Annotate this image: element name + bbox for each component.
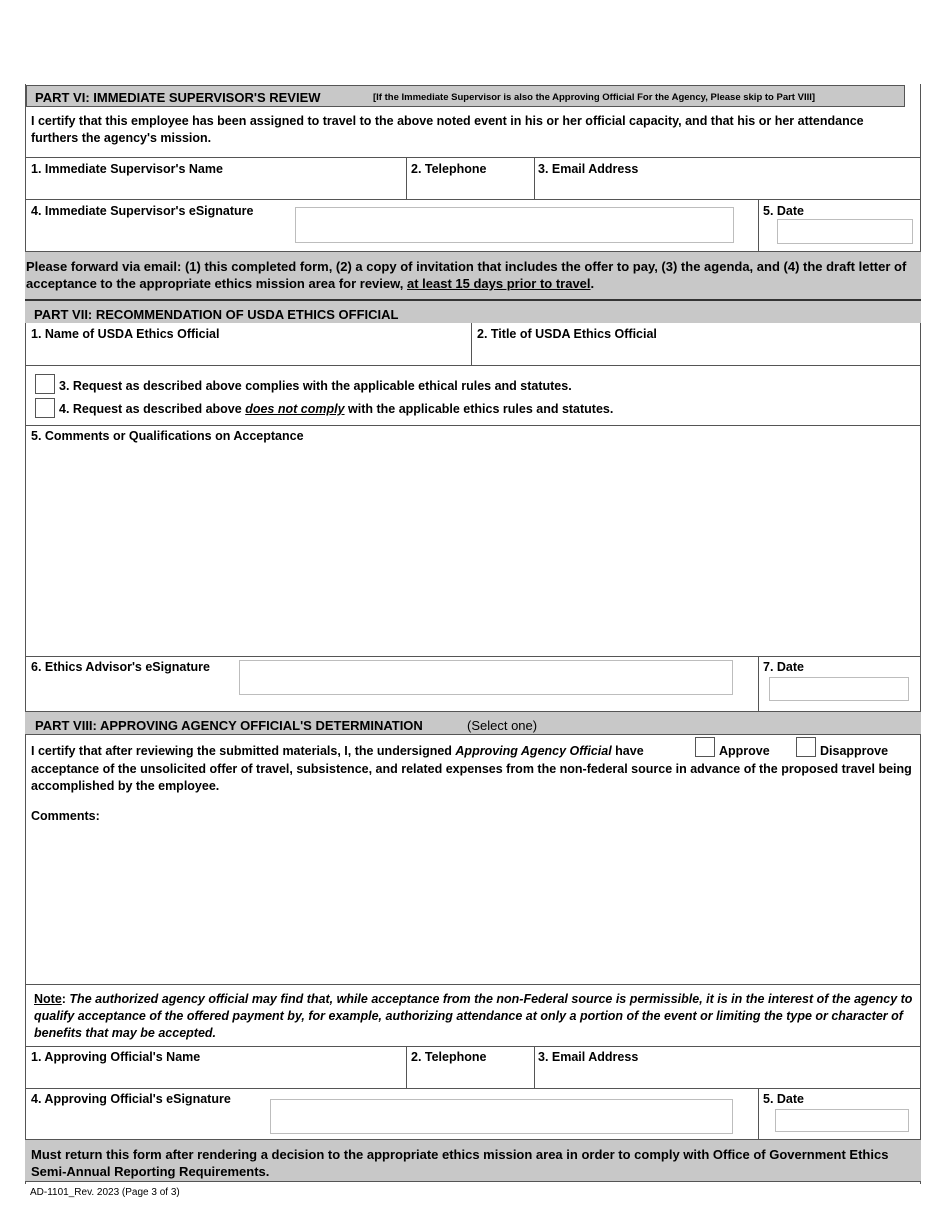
approving-telephone-label: 2. Telephone: [411, 1050, 487, 1064]
supervisor-email-label: 3. Email Address: [538, 162, 639, 176]
not-comply-label: [59, 402, 613, 416]
approving-signature-field[interactable]: [270, 1099, 733, 1134]
supervisor-signature-label: 4. Immediate Supervisor's eSignature: [31, 204, 254, 218]
divider: [758, 656, 759, 711]
approving-email-label: 3. Email Address: [538, 1050, 639, 1064]
right-border: [920, 84, 921, 1184]
not-comply-post: with the applicable ethics rules and statutes.: [344, 402, 614, 416]
part8-title: PART VIII: APPROVING AGENCY OFFICIAL'S DETERMINATION: [35, 718, 423, 733]
divider: [534, 157, 535, 199]
supervisor-signature-field[interactable]: [295, 207, 734, 243]
divider: [758, 1088, 759, 1139]
supervisor-date-label: 5. Date: [763, 204, 804, 218]
approving-date-field[interactable]: [775, 1109, 909, 1132]
divider: [25, 365, 921, 366]
divider: [25, 199, 921, 200]
part8-certify-pre: I certify that after reviewing the submitted materials, I, the undersigned: [31, 744, 456, 758]
not-comply-emphasis: does not comply: [245, 402, 345, 416]
part8-certify-line2: acceptance of the unsolicited offer of travel, subsistence, and related expenses from the non-federal source in advance of the proposed travel being accomplished by the employee.: [31, 762, 912, 793]
ethics-signature-label: 6. Ethics Advisor's eSignature: [31, 660, 210, 674]
return-notice: [25, 1139, 921, 1182]
divider: [25, 1088, 921, 1089]
not-comply-pre: 4. Request as described above: [59, 402, 246, 416]
supervisor-date-field[interactable]: [777, 219, 913, 244]
forward-notice-text: [26, 258, 916, 292]
divider: [25, 656, 921, 657]
divider: [25, 1046, 921, 1047]
divider: [25, 425, 921, 426]
divider: [25, 984, 921, 985]
divider: [406, 157, 407, 199]
note-text: The authorized agency official may find that, while acceptance from the non-Federal source is permissible, it is in the interest of the agency to qualify acceptance of the offered payment by, for example, authorizing attendance at only a portion of the event or limiting the type or character of benefits that may be accepted.: [34, 992, 913, 1040]
part8-certify-line1: [31, 744, 644, 758]
divider: [25, 157, 921, 158]
ethics-official-title-label: 2. Title of USDA Ethics Official: [477, 327, 657, 341]
part8-comments-label: Comments:: [31, 809, 100, 823]
part7-title: PART VII: RECOMMENDATION OF USDA ETHICS OFFICIAL: [34, 307, 399, 322]
forward-notice-end: .: [590, 276, 595, 291]
divider: [471, 323, 472, 365]
ethics-comments-label: 5. Comments or Qualifications on Acceptance: [31, 429, 304, 443]
forward-notice: [25, 251, 921, 299]
supervisor-telephone-label: 2. Telephone: [411, 162, 487, 176]
divider: [758, 199, 759, 251]
divider: [406, 1046, 407, 1088]
approving-name-label: 1. Approving Official's Name: [31, 1050, 201, 1064]
part8-certify-role: Approving Agency Official: [455, 744, 612, 758]
part6-title: PART VI: IMMEDIATE SUPERVISOR'S REVIEW: [35, 90, 321, 105]
approve-label: Approve: [719, 744, 770, 758]
part8-select-note: (Select one): [467, 718, 538, 733]
complies-label: 3. Request as described above complies with the applicable ethical rules and statutes.: [59, 379, 572, 393]
ethics-official-name-label: 1. Name of USDA Ethics Official: [31, 327, 220, 341]
forward-notice-deadline: at least 15 days prior to travel: [407, 276, 591, 291]
approving-signature-label: 4. Approving Official's eSignature: [31, 1092, 231, 1106]
disapprove-label: Disapprove: [820, 744, 889, 758]
ethics-comments-area[interactable]: [26, 446, 920, 654]
approving-date-label: 5. Date: [763, 1092, 804, 1106]
part8-note: Note: The authorized agency official may find that, while acceptance from the non-Federal source is permissible, it is in the interest of the agency to qualify acceptance of the offered payment by, for example, authorizing attendance at only a portion of the event or limiting the type or character of benefits that may be accepted.: [34, 992, 913, 1040]
ethics-signature-field[interactable]: [239, 660, 733, 695]
part8-certify-mid: have: [611, 744, 644, 758]
supervisor-name-label: 1. Immediate Supervisor's Name: [31, 162, 223, 176]
disapprove-checkbox[interactable]: [796, 737, 816, 757]
approve-checkbox[interactable]: [695, 737, 715, 757]
not-comply-checkbox[interactable]: [35, 398, 55, 418]
ethics-date-label: 7. Date: [763, 660, 804, 674]
ethics-date-field[interactable]: [769, 677, 909, 701]
part6-header: [26, 85, 905, 107]
part8-comments-area[interactable]: [26, 826, 920, 982]
forward-notice-main: Please forward via email: (1) this completed form, (2) a copy of invitation that includes the offer to pay, (3) the agenda, and (4) the draft letter of acceptance to the appropriate ethics mission area for review,: [26, 259, 907, 291]
part6-certify-text: I certify that this employee has been assigned to travel to the above noted event in his or her official capacity, and that his or her attendance furthers the agency's mission.: [31, 114, 864, 145]
note-label: Note: [34, 992, 62, 1006]
part8-header: [25, 711, 921, 735]
divider: [534, 1046, 535, 1088]
part6-note: [If the Immediate Supervisor is also the Approving Official For the Agency, Please skip to Part VIII]: [373, 92, 816, 103]
complies-checkbox[interactable]: [35, 374, 55, 394]
form-footer: AD-1101_Rev. 2023 (Page 3 of 3): [30, 1187, 180, 1198]
return-notice-text: Must return this form after rendering a decision to the appropriate ethics mission area in order to comply with Office of Government Ethics Semi-Annual Reporting Requirements.: [31, 1147, 889, 1179]
part7-header: [25, 299, 921, 323]
